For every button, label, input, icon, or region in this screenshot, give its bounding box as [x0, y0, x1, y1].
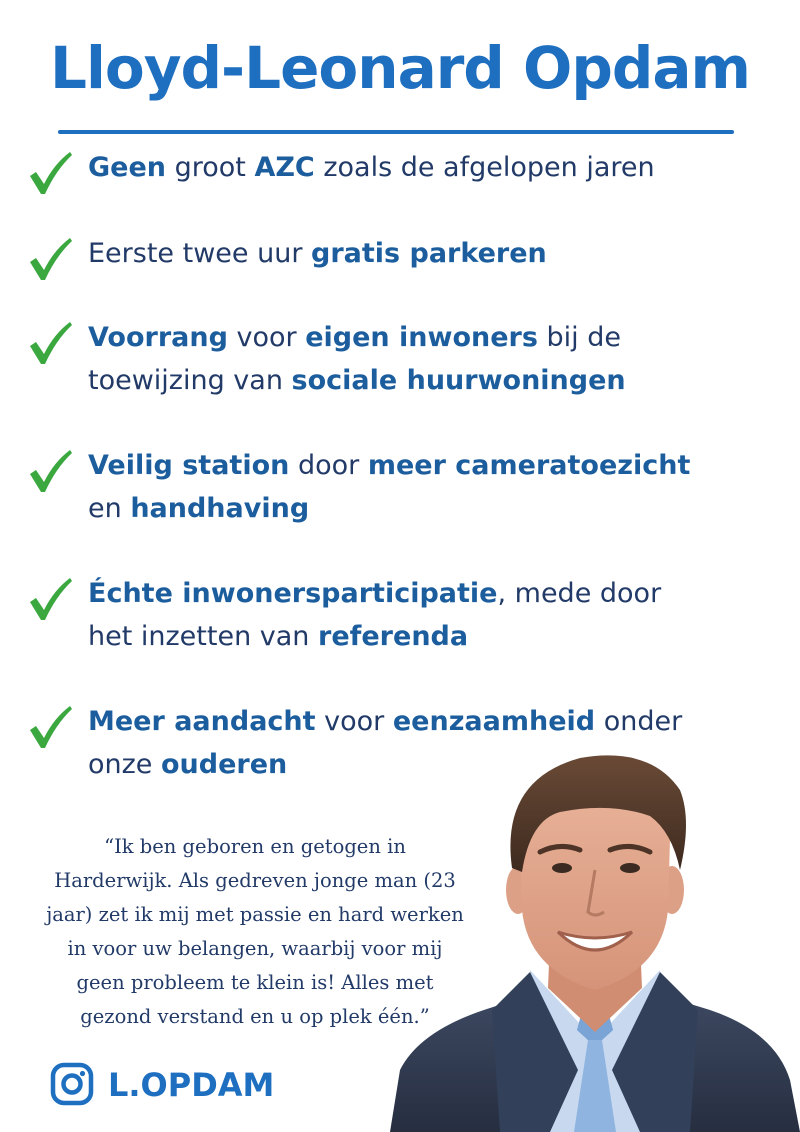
quote-line: gezond verstand en u op plek één.”: [80, 1005, 430, 1028]
emphasis-text: handhaving: [130, 493, 310, 524]
plain-text: , mede door: [497, 578, 662, 609]
emphasis-text: sociale huurwoningen: [291, 365, 626, 396]
checkmark-icon: [26, 236, 74, 282]
emphasis-text: eigen inwoners: [305, 322, 538, 353]
checkmark-icon: [26, 576, 74, 622]
plain-text: voor: [315, 706, 393, 737]
quote-line: in voor uw belangen, waarbij voor mij: [67, 937, 443, 960]
policy-point-line: [88, 700, 778, 743]
title-divider: [58, 130, 734, 134]
plain-text: het inzetten van: [88, 621, 318, 652]
plain-text: zoals de afgelopen jaren: [314, 152, 655, 183]
quote-line: Harderwijk. Als gedreven jonge man (23: [54, 869, 456, 892]
emphasis-text: eenzaamheid: [392, 706, 596, 737]
emphasis-text: AZC: [254, 152, 315, 183]
policy-point-line: [88, 232, 778, 275]
instagram-icon: [50, 1062, 94, 1106]
policy-point-text: [88, 316, 778, 402]
plain-text: groot: [166, 152, 255, 183]
emphasis-text: referenda: [318, 621, 469, 652]
plain-text: bij de: [537, 322, 621, 353]
plain-text: Eerste twee uur: [88, 238, 312, 269]
checkmark-icon: [26, 320, 74, 366]
emphasis-text: ouderen: [161, 749, 288, 780]
quote-line: jaar) zet ik mij met passie en hard werken: [46, 903, 464, 926]
plain-text: door: [289, 450, 368, 481]
emphasis-text: Veilig station: [88, 450, 290, 481]
policy-point-line: [88, 444, 778, 487]
plain-text: toewijzing van: [88, 365, 292, 396]
policy-point-line: [88, 316, 778, 359]
quote-line: geen probleem te klein is! Alles met: [76, 971, 434, 994]
emphasis-text: Geen: [88, 152, 167, 183]
candidate-portrait: [380, 740, 800, 1132]
plain-text: onder: [595, 706, 683, 737]
emphasis-text: Échte inwonersparticipatie: [88, 578, 498, 609]
emphasis-text: Voorrang: [88, 322, 228, 353]
policy-point-line: [88, 146, 778, 189]
policy-point-text: [88, 444, 778, 530]
checkmark-icon: [26, 448, 74, 494]
checkmark-icon: [26, 704, 74, 750]
policy-point-text: [88, 146, 778, 189]
emphasis-text: Meer aandacht: [88, 706, 316, 737]
policy-point-line: [88, 487, 778, 530]
policy-point-line: [88, 359, 778, 402]
plain-text: onze: [88, 749, 161, 780]
checkmark-icon: [26, 150, 74, 196]
emphasis-text: gratis parkeren: [311, 238, 547, 269]
emphasis-text: meer cameratoezicht: [367, 450, 691, 481]
policy-point-line: [88, 615, 778, 658]
quote-line: “Ik ben geboren en getogen in: [104, 835, 406, 858]
plain-text: en: [88, 493, 131, 524]
instagram-handle-text: L.OPDAM: [108, 1066, 275, 1104]
page-title: Lloyd-Leonard Opdam: [50, 34, 750, 102]
policy-point-text: [88, 572, 778, 658]
policy-point-text: [88, 232, 778, 275]
plain-text: voor: [227, 322, 306, 353]
policy-point-line: [88, 572, 778, 615]
